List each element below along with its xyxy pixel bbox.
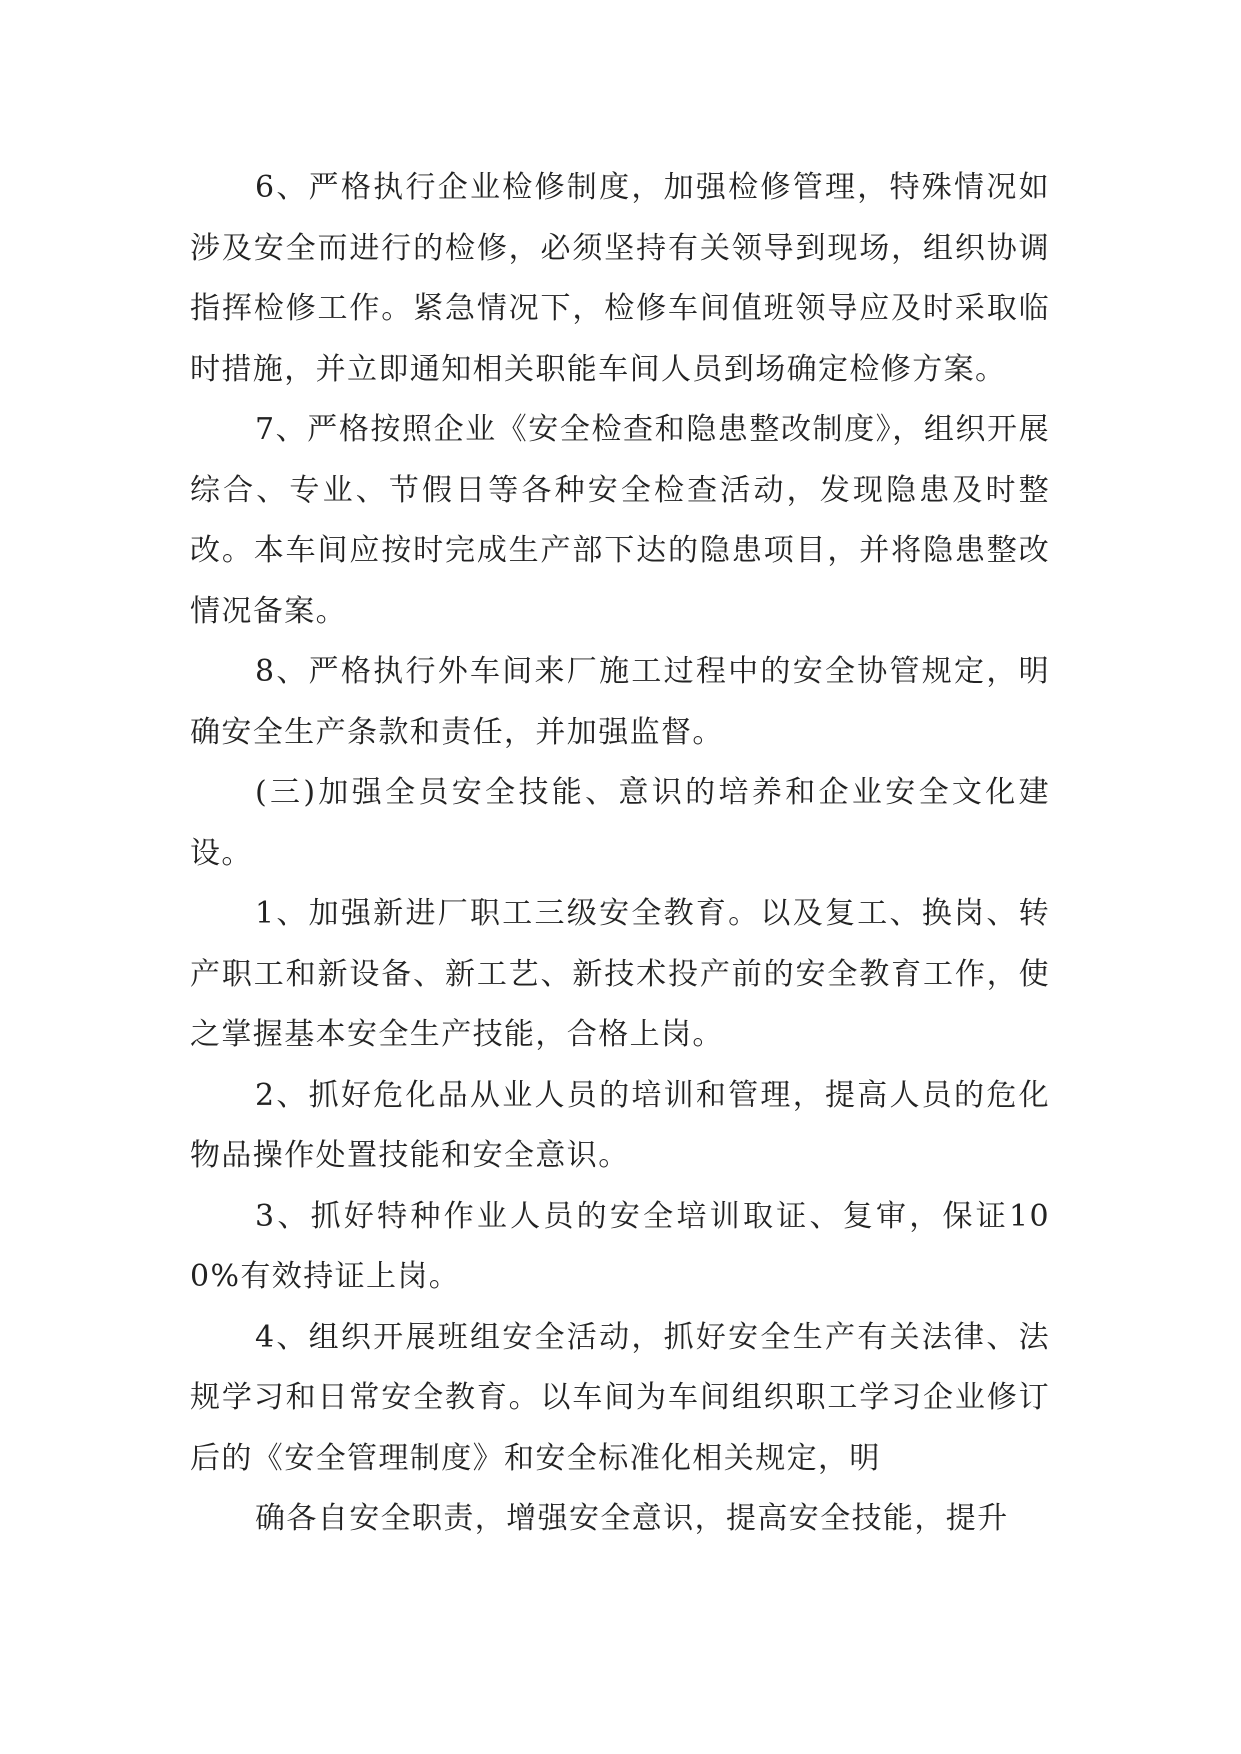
paragraph-item-4: 4、组织开展班组安全活动，抓好安全生产有关法律、法规学习和日常安全教育。以车间为车间组织职工学习企业修订后的《安全管理制度》和安全标准化相关规定，明	[190, 1319, 1050, 1476]
section-heading-3: (三)加强全员安全技能、意识的培养和企业安全文化建设。	[190, 775, 1050, 871]
paragraph-item-2: 2、抓好危化品从业人员的培训和管理，提高人员的危化物品操作处置技能和安全意识。	[190, 1077, 1050, 1173]
paragraph-item-8: 8、严格执行外车间来厂施工过程中的安全协管规定，明确安全生产条款和责任，并加强监督。	[190, 654, 1050, 750]
paragraph-item-3: 3、抓好特种作业人员的安全培训取证、复审，保证100%有效持证上岗。	[190, 1198, 1050, 1294]
paragraph-item-7: 7、严格按照企业《安全检查和隐患整改制度》，组织开展综合、专业、节假日等各种安全检查活动，发现隐患及时整改。本车间应按时完成生产部下达的隐患项目，并将隐患整改情况备案。	[190, 412, 1050, 629]
paragraph-item-6: 6、严格执行企业检修制度，加强检修管理，特殊情况如涉及安全而进行的检修，必须坚持有关领导到现场，组织协调指挥检修工作。紧急情况下，检修车间值班领导应及时采取临时措施，并立即通知相关职能车间人员到场确定检修方案。	[190, 170, 1050, 387]
paragraph-continuation: 确各自安全职责，增强安全意识，提高安全技能，提升	[255, 1501, 1009, 1536]
document-body	[190, 158, 1050, 1550]
paragraph-item-1: 1、加强新进厂职工三级安全教育。以及复工、换岗、转产职工和新设备、新工艺、新技术投产前的安全教育工作，使之掌握基本安全生产技能，合格上岗。	[190, 896, 1050, 1052]
